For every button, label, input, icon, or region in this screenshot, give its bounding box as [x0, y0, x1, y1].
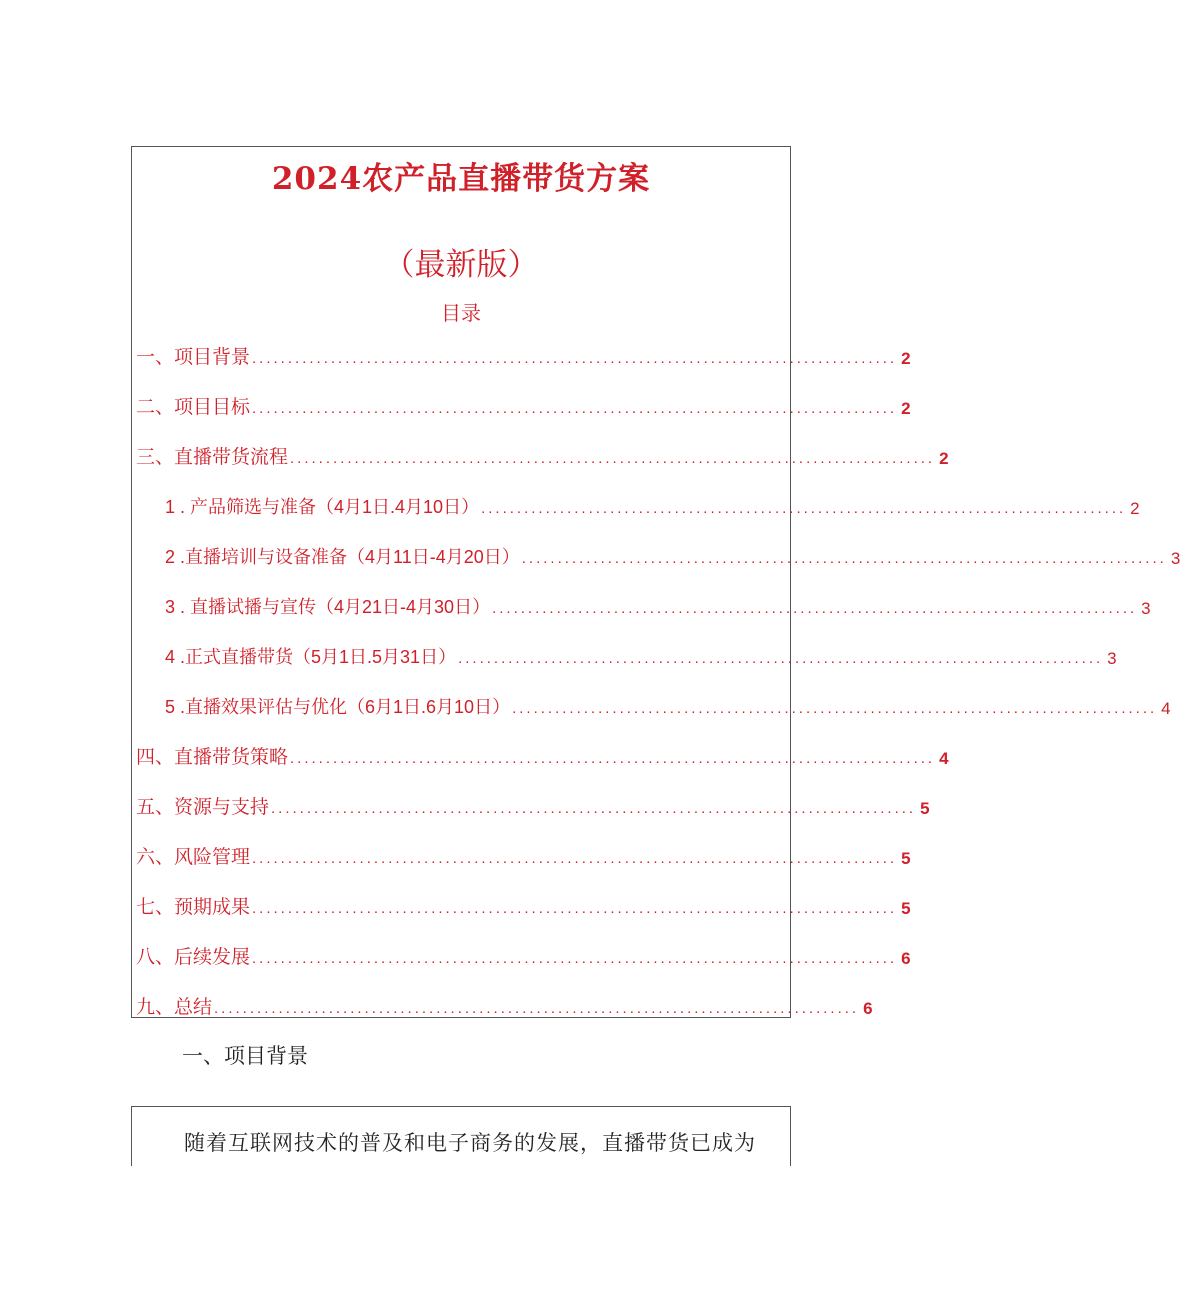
toc-entry[interactable]: [136, 739, 949, 769]
toc-leader-dots: ..........................................................................................: [521, 550, 1167, 567]
toc-entry-label: 七、预期成果: [136, 896, 251, 918]
document-subtitle: （最新版）: [383, 247, 539, 283]
toc-leader-dots: ..........................................................................................: [252, 350, 898, 367]
toc-entry[interactable]: [136, 789, 930, 819]
toc-entry[interactable]: [136, 439, 949, 469]
toc-entry-page: 4: [939, 749, 949, 768]
toc-entry[interactable]: [136, 939, 911, 969]
body-paragraph: 随着互联网技术的普及和电子商务的发展，直播带货已成为: [184, 1131, 756, 1155]
toc-entry[interactable]: [136, 339, 911, 369]
toc-leader-dots: ..........................................................................................: [290, 450, 936, 467]
toc-entry[interactable]: [136, 989, 873, 1019]
toc-entry-page: 2: [901, 349, 911, 368]
toc-leader-dots: ..........................................................................................: [252, 850, 898, 867]
toc-entry-label: 三、直播带货流程: [136, 446, 289, 468]
toc-leader-dots: ..........................................................................................: [458, 650, 1104, 667]
toc-entry-label: 2 .直播培训与设备准备（4月11日-4月20日）: [165, 547, 520, 567]
toc-leader-dots: ..........................................................................................: [252, 950, 898, 967]
toc-entry-page: 3: [1170, 549, 1180, 568]
toc-entry-page: 2: [939, 449, 949, 468]
toc-entry-page: 2: [1130, 499, 1140, 518]
toc-entry-label: 五、资源与支持: [136, 796, 270, 818]
toc-entry-page: 5: [901, 899, 911, 918]
toc-leader-dots: ..........................................................................................: [252, 400, 898, 417]
document-title: 2024农产品直播带货方案: [271, 161, 651, 197]
toc-leader-dots: ..........................................................................................: [252, 900, 898, 917]
toc-entry-label: 5 .直播效果评估与优化（6月1日.6月10日）: [165, 697, 511, 717]
toc-entry-label: 1 . 产品筛选与准备（4月1日.4月10日）: [165, 497, 480, 517]
body-text-box: [131, 1106, 791, 1166]
toc-leader-dots: ..........................................................................................: [271, 800, 917, 817]
toc-entry-label: 四、直播带货策略: [136, 746, 289, 768]
toc-entry-page: 4: [1161, 699, 1171, 718]
toc-entry[interactable]: [136, 889, 911, 919]
toc-entry-label: 二、项目目标: [136, 396, 251, 418]
toc-entry-label: 八、后续发展: [136, 946, 251, 968]
toc-entry[interactable]: [165, 689, 1171, 719]
toc-entry-page: 6: [863, 999, 873, 1018]
toc-leader-dots: ..........................................................................................: [290, 750, 936, 767]
toc-entry-label: 九、总结: [136, 996, 213, 1018]
toc-leader-dots: ..........................................................................................: [512, 700, 1158, 717]
toc-entry[interactable]: [165, 639, 1117, 669]
toc-entry-page: 5: [901, 849, 911, 868]
toc-heading: 目录: [441, 301, 481, 325]
toc-entry[interactable]: [136, 839, 911, 869]
toc-entry-page: 6: [901, 949, 911, 968]
toc-entry-label: 六、风险管理: [136, 846, 251, 868]
toc-leader-dots: ..........................................................................................: [214, 1000, 860, 1017]
toc-entry-page: 2: [901, 399, 911, 418]
toc-entry-page: 3: [1141, 599, 1151, 618]
toc-entry-label: 一、项目背景: [136, 346, 251, 368]
toc-entry-label: 4 .正式直播带货（5月1日.5月31日）: [165, 647, 457, 667]
toc-entry[interactable]: [165, 589, 1151, 619]
toc-entry-label: 3 . 直播试播与宣传（4月21日-4月30日）: [165, 597, 491, 617]
toc-entry[interactable]: [165, 539, 1180, 569]
toc-entry[interactable]: [136, 389, 911, 419]
toc-box: [131, 146, 1180, 1018]
toc-entry-page: 3: [1107, 649, 1117, 668]
toc-entry[interactable]: [165, 489, 1140, 519]
toc-leader-dots: ..........................................................................................: [481, 500, 1127, 517]
toc-leader-dots: ..........................................................................................: [492, 600, 1138, 617]
section-heading: 一、项目背景: [182, 1044, 308, 1068]
toc-entry-page: 5: [920, 799, 930, 818]
